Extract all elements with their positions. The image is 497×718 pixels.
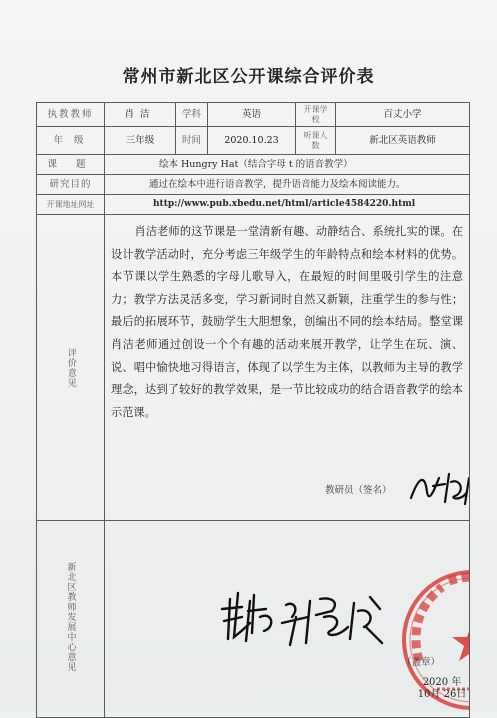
evaluation-label: 评价意见 [65, 347, 76, 388]
topic-label: 课 题 [37, 155, 105, 175]
director-signature [220, 587, 400, 647]
center-content [105, 521, 470, 718]
evaluation-content [105, 215, 470, 521]
center-label: 新北区教师发展中心意见 [65, 562, 76, 673]
teacher-value: 肖洁 [105, 103, 176, 127]
audience-value: 新北区英语教师 [336, 127, 470, 155]
row-topic [37, 155, 470, 175]
school-label: 开课学校 [296, 103, 336, 127]
row-evaluation [37, 215, 470, 521]
grade-value: 三年级 [105, 127, 176, 155]
page-title: 常州市新北区公开课综合评价表 [122, 67, 375, 87]
teacher-label: 执教教师 [37, 103, 105, 127]
opinion-date: 2020 年 10月 26日 [417, 677, 467, 700]
row-goal [37, 175, 470, 195]
subject-label: 学科 [176, 103, 208, 127]
goal-label: 研究目的 [37, 175, 105, 195]
audience-label: 听课人数 [296, 127, 336, 155]
row-teacher [37, 103, 470, 127]
grade-label: 年 级 [37, 127, 105, 155]
link-value[interactable]: http://www.pub.xbedu.net/html/article4584220.html [105, 195, 470, 215]
evaluation-label-cell [37, 215, 105, 521]
row-link [37, 195, 470, 215]
center-label-cell [37, 521, 105, 718]
signer-label: 教研员（签名） [325, 485, 392, 496]
time-label: 时间 [176, 127, 208, 155]
subject-value: 英语 [208, 103, 296, 127]
stamp-label: （盖章） [402, 657, 441, 668]
row-grade [37, 127, 470, 155]
researcher-signature [405, 468, 470, 508]
goal-value: 通过在绘本中进行语音教学，提升语音能力及绘本阅读能力。 [105, 175, 470, 195]
topic-value: 绘本 Hungry Hat（结合字母 t 的语音教学） [105, 155, 470, 175]
link-label: 开课地址网址 [37, 195, 105, 215]
school-value: 百丈小学 [336, 103, 470, 127]
time-value: 2020.10.23 [208, 127, 296, 155]
evaluation-form [36, 102, 470, 718]
row-center-opinion [37, 521, 470, 718]
evaluation-text: 肖洁老师的这节课是一堂清新有趣、动静结合、系统扎实的课。在设计教学活动时，充分考虑三年级学生的年龄特点和绘本材料的优势。本节课以学生熟悉的字母儿歌导入，在最短的时间里吸引学生的注意力；教学方法灵活多变，学习新词时自然又新颖，注重学生的参与性；最后的拓展环节，鼓励学生大胆想象，创编出不同的绘本结局。整堂课肖洁老师通过创设一个个有趣的活动来展开教学，让学生在玩、演、说、唱中愉快地习得语言，体现了以学生为主体，以教师为主导的教学理念，达到了较好的教学效果，是一节比较成功的结合语音教学的绘本示范课。 [111, 225, 464, 419]
